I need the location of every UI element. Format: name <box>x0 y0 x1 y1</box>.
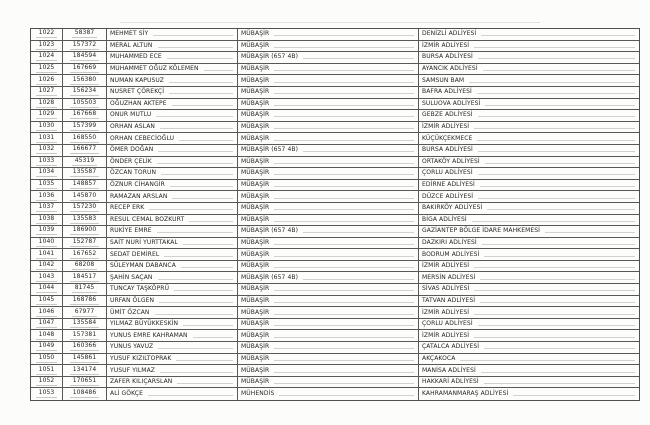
row-number-cell: 1041 <box>31 249 63 260</box>
table-row <box>31 203 639 215</box>
row-number-cell: 1027 <box>31 87 63 98</box>
registry-number-cell: 148857 <box>63 180 107 191</box>
name-cell: ORHAN ASLAN <box>107 122 238 133</box>
title-cell: MÜBAŞİR <box>238 133 419 144</box>
row-number-cell: 1051 <box>31 365 63 376</box>
row-number-cell: 1025 <box>31 64 63 75</box>
name-cell: MUHAMMED ECE <box>107 52 238 63</box>
registry-number-cell: 134174 <box>63 365 107 376</box>
row-number-cell: 1046 <box>31 307 63 318</box>
row-number-cell: 1053 <box>31 388 63 400</box>
court-cell: İZMİR ADLİYESİ <box>419 307 639 318</box>
name-cell: NUMAN KAPUSUZ <box>107 75 238 86</box>
table-row <box>31 157 639 169</box>
row-number-cell: 1033 <box>31 157 63 168</box>
row-number-cell: 1034 <box>31 168 63 179</box>
name-cell: SAİT NURİ YURTTAKAL <box>107 238 238 249</box>
title-cell: MÜBAŞİR <box>238 296 419 307</box>
court-cell: İZMİR ADLİYESİ <box>419 330 639 341</box>
title-cell: MÜBAŞİR <box>238 157 419 168</box>
table-row <box>31 330 639 342</box>
table-row <box>31 238 639 250</box>
row-number-cell: 1040 <box>31 238 63 249</box>
registry-number-cell: 45319 <box>63 157 107 168</box>
registry-number-cell: 184594 <box>63 52 107 63</box>
registry-number-cell: 170651 <box>63 377 107 388</box>
title-cell: MÜBAŞİR (657 4B) <box>238 145 419 156</box>
table-row <box>31 145 639 157</box>
court-cell: BODRUM ADLİYESİ <box>419 249 639 260</box>
name-cell: SÜLEYMAN DABANCA <box>107 261 238 272</box>
registry-number-cell: 156380 <box>63 75 107 86</box>
title-cell: MÜBAŞİR <box>238 354 419 365</box>
registry-number-cell: 58387 <box>63 29 107 40</box>
personnel-table <box>30 28 640 401</box>
row-number-cell: 1038 <box>31 215 63 226</box>
table-row <box>31 87 639 99</box>
row-number-cell: 1028 <box>31 99 63 110</box>
row-number-cell: 1047 <box>31 319 63 330</box>
table-row <box>31 354 639 366</box>
registry-number-cell: 157230 <box>63 203 107 214</box>
name-cell: MEHMET SİY <box>107 29 238 40</box>
name-cell: RECEP ERK <box>107 203 238 214</box>
table-row <box>31 64 639 76</box>
court-cell: AKÇAKOCA <box>419 354 639 365</box>
row-number-cell: 1036 <box>31 191 63 202</box>
title-cell: MÜBAŞİR <box>238 203 419 214</box>
court-cell: DÜZCE ADLİYESİ <box>419 191 639 202</box>
court-cell: DAZKIRI ADLİYESİ <box>419 238 639 249</box>
registry-number-cell: 160366 <box>63 342 107 353</box>
name-cell: TUNCAY TAŞKÖPRÜ <box>107 284 238 295</box>
registry-number-cell: 167669 <box>63 64 107 75</box>
title-cell: MÜBAŞİR <box>238 122 419 133</box>
scan-streak <box>120 22 540 23</box>
registry-number-cell: 167668 <box>63 110 107 121</box>
row-number-cell: 1044 <box>31 284 63 295</box>
table-row <box>31 215 639 227</box>
name-cell: ÖZNUR CİHANGİR <box>107 180 238 191</box>
row-number-cell: 1043 <box>31 272 63 283</box>
registry-number-cell: 167652 <box>63 249 107 260</box>
name-cell: MUHAMMET OĞUZ KÖLEMEN <box>107 64 238 75</box>
court-cell: ÇATALCA ADLİYESİ <box>419 342 639 353</box>
court-cell: GAZİANTEP BÖLGE İDARE MAHKEMESİ <box>419 226 639 237</box>
row-number-cell: 1039 <box>31 226 63 237</box>
title-cell: MÜBAŞİR (657 4B) <box>238 226 419 237</box>
court-cell: EDİRNE ADLİYESİ <box>419 180 639 191</box>
title-cell: MÜBAŞİR <box>238 180 419 191</box>
row-number-cell: 1035 <box>31 180 63 191</box>
court-cell: BURSA ADLİYESİ <box>419 145 639 156</box>
name-cell: ALİ GÖKÇE <box>107 388 238 400</box>
court-cell: BİGA ADLİYESİ <box>419 215 639 226</box>
name-cell: MERAL ALTUN <box>107 41 238 52</box>
row-number-cell: 1048 <box>31 330 63 341</box>
title-cell: MÜBAŞİR <box>238 365 419 376</box>
court-cell: ÇORLU ADLİYESİ <box>419 168 639 179</box>
registry-number-cell: 157381 <box>63 330 107 341</box>
registry-number-cell: 108486 <box>63 388 107 400</box>
registry-number-cell: 81745 <box>63 284 107 295</box>
court-cell: SAMSUN BAM <box>419 75 639 86</box>
court-cell: SİVAS ADLİYESİ <box>419 284 639 295</box>
row-number-cell: 1022 <box>31 29 63 40</box>
court-cell: HAKKARİ ADLİYESİ <box>419 377 639 388</box>
table-row <box>31 365 639 377</box>
row-number-cell: 1049 <box>31 342 63 353</box>
table-row <box>31 296 639 308</box>
table-row <box>31 29 639 41</box>
court-cell: İZMİR ADLİYESİ <box>419 41 639 52</box>
title-cell: MÜBAŞİR <box>238 110 419 121</box>
name-cell: URFAN ÖLGEN <box>107 296 238 307</box>
title-cell: MÜBAŞİR <box>238 330 419 341</box>
title-cell: MÜBAŞİR <box>238 75 419 86</box>
court-cell: İZMİR ADLİYESİ <box>419 122 639 133</box>
table-row <box>31 180 639 192</box>
registry-number-cell: 135583 <box>63 215 107 226</box>
table-row <box>31 249 639 261</box>
court-cell: ÇORLU ADLİYESİ <box>419 319 639 330</box>
title-cell: MÜBAŞİR <box>238 99 419 110</box>
table-row <box>31 319 639 331</box>
title-cell: MÜBAŞİR <box>238 87 419 98</box>
court-cell: BAKIRKÖY ADLİYESİ <box>419 203 639 214</box>
table-row <box>31 41 639 53</box>
name-cell: ZAFER KILIÇARSLAN <box>107 377 238 388</box>
title-cell: MÜBAŞİR <box>238 261 419 272</box>
name-cell: ÖMER DOĞAN <box>107 145 238 156</box>
name-cell: YUNUS EMRE KAHRAMAN <box>107 330 238 341</box>
table-row <box>31 168 639 180</box>
registry-number-cell: 135584 <box>63 319 107 330</box>
title-cell: MÜBAŞİR <box>238 29 419 40</box>
name-cell: NUSRET ÇÖREKÇİ <box>107 87 238 98</box>
row-number-cell: 1045 <box>31 296 63 307</box>
title-cell: MÜBAŞİR (657 4B) <box>238 52 419 63</box>
court-cell: GEBZE ADLİYESİ <box>419 110 639 121</box>
row-number-cell: 1032 <box>31 145 63 156</box>
name-cell: ÖZCAN TORUN <box>107 168 238 179</box>
court-cell: DENİZLİ ADLİYESİ <box>419 29 639 40</box>
registry-number-cell: 184517 <box>63 272 107 283</box>
table-row <box>31 191 639 203</box>
name-cell: ÜMİT ÖZCAN <box>107 307 238 318</box>
court-cell: ORTAKÖY ADLİYESİ <box>419 157 639 168</box>
name-cell: RESUL CEMAL BOZKURT <box>107 215 238 226</box>
table-row <box>31 307 639 319</box>
court-cell: BURSA ADLİYESİ <box>419 52 639 63</box>
row-number-cell: 1026 <box>31 75 63 86</box>
registry-number-cell: 67977 <box>63 307 107 318</box>
title-cell: MÜBAŞİR <box>238 215 419 226</box>
name-cell: YUSUF KIZILTOPRAK <box>107 354 238 365</box>
registry-number-cell: 186900 <box>63 226 107 237</box>
title-cell: MÜBAŞİR <box>238 191 419 202</box>
name-cell: YUSUF YILMAZ <box>107 365 238 376</box>
table-row <box>31 261 639 273</box>
title-cell: MÜBAŞİR <box>238 377 419 388</box>
table-row <box>31 99 639 111</box>
name-cell: ŞAHİN SAÇAN <box>107 272 238 283</box>
title-cell: MÜBAŞİR <box>238 284 419 295</box>
table-row <box>31 226 639 238</box>
court-cell: KÜÇÜKÇEKMECE <box>419 133 639 144</box>
court-cell: TATVAN ADLİYESİ <box>419 296 639 307</box>
table-row <box>31 272 639 284</box>
title-cell: MÜBAŞİR <box>238 41 419 52</box>
registry-number-cell: 157372 <box>63 41 107 52</box>
court-cell: AYANCIK ADLİYESİ <box>419 64 639 75</box>
name-cell: RAMAZAN ARSLAN <box>107 191 238 202</box>
registry-number-cell: 145861 <box>63 354 107 365</box>
title-cell: MÜBAŞİR (657 4B) <box>238 272 419 283</box>
name-cell: RUKİYE EMRE <box>107 226 238 237</box>
row-number-cell: 1042 <box>31 261 63 272</box>
row-number-cell: 1050 <box>31 354 63 365</box>
title-cell: MÜBAŞİR <box>238 64 419 75</box>
title-cell: MÜBAŞİR <box>238 342 419 353</box>
court-cell: BAFRA ADLİYESİ <box>419 87 639 98</box>
name-cell: SEDAT DEMİREL <box>107 249 238 260</box>
row-number-cell: 1052 <box>31 377 63 388</box>
name-cell: OĞUZHAN AKTEPE <box>107 99 238 110</box>
table-row <box>31 110 639 122</box>
registry-number-cell: 135587 <box>63 168 107 179</box>
registry-number-cell: 168550 <box>63 133 107 144</box>
name-cell: YILMAZ BÜYÜKKESKİN <box>107 319 238 330</box>
title-cell: MÜBAŞİR <box>238 307 419 318</box>
registry-number-cell: 68208 <box>63 261 107 272</box>
name-cell: YUNUS YAVUZ <box>107 342 238 353</box>
name-cell: ÖNDER ÇELİK <box>107 157 238 168</box>
row-number-cell: 1031 <box>31 133 63 144</box>
title-cell: MÜBAŞİR <box>238 319 419 330</box>
title-cell: MÜBAŞİR <box>238 238 419 249</box>
title-cell: MÜHENDİS <box>238 388 419 400</box>
table-row <box>31 388 639 400</box>
registry-number-cell: 157399 <box>63 122 107 133</box>
row-number-cell: 1037 <box>31 203 63 214</box>
row-number-cell: 1029 <box>31 110 63 121</box>
registry-number-cell: 152787 <box>63 238 107 249</box>
court-cell: SULUOVA ADLİYESİ <box>419 99 639 110</box>
table-row <box>31 284 639 296</box>
table-row <box>31 52 639 64</box>
registry-number-cell: 156234 <box>63 87 107 98</box>
registry-number-cell: 168786 <box>63 296 107 307</box>
title-cell: MÜBAŞİR <box>238 249 419 260</box>
registry-number-cell: 145870 <box>63 191 107 202</box>
table-row <box>31 75 639 87</box>
row-number-cell: 1023 <box>31 41 63 52</box>
table-row <box>31 133 639 145</box>
court-cell: İZMİR ADLİYESİ <box>419 261 639 272</box>
registry-number-cell: 105503 <box>63 99 107 110</box>
row-number-cell: 1030 <box>31 122 63 133</box>
title-cell: MÜBAŞİR <box>238 168 419 179</box>
table-row <box>31 377 639 389</box>
registry-number-cell: 166677 <box>63 145 107 156</box>
court-cell: MANİSA ADLİYESİ <box>419 365 639 376</box>
row-number-cell: 1024 <box>31 52 63 63</box>
table-row <box>31 122 639 134</box>
name-cell: ORHAN CEBECİOĞLU <box>107 133 238 144</box>
name-cell: ONUR MUTLU <box>107 110 238 121</box>
court-cell: MERSİN ADLİYESİ <box>419 272 639 283</box>
table-row <box>31 342 639 354</box>
court-cell: KAHRAMANMARAŞ ADLİYESİ <box>419 388 639 400</box>
